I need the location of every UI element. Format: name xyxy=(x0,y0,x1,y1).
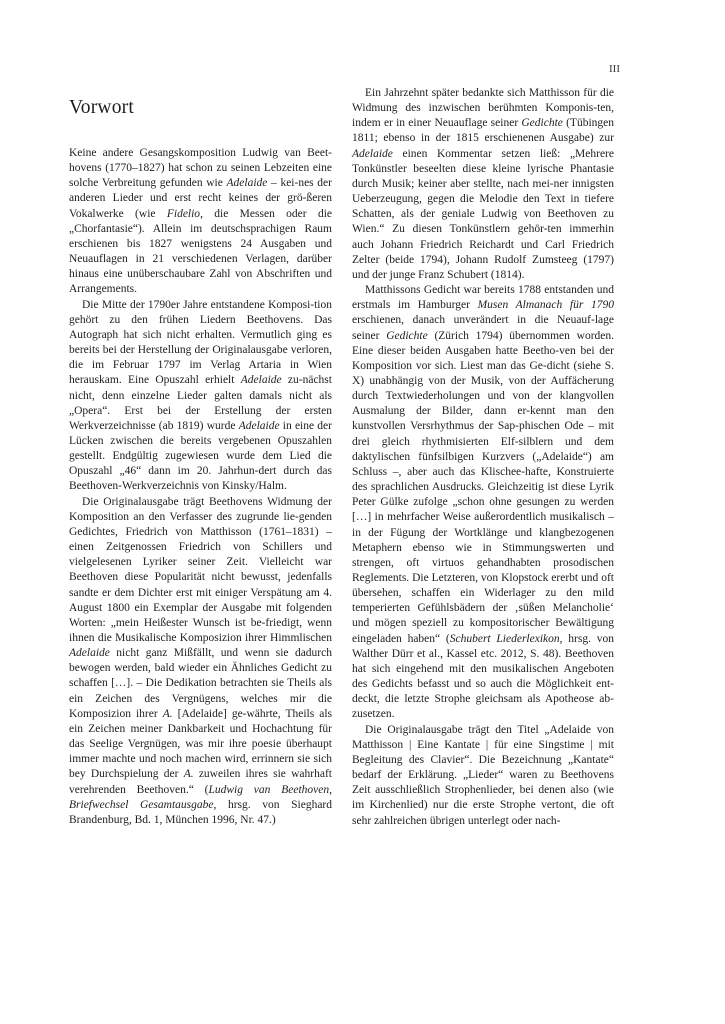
text-run: Die Originalausgabe trägt den Titel „Adelaide von Matthisson | Eine Kantate | für eine Singstime | mit Begleitung des Clavier“. Die Bezeichnung „Kantate“ bedarf der Erklärung. „Lieder“ waren zu Beethovens Zeit ausschließlich Strophenlieder, bei denen also (wie im Kirchenlied) nur die erste Strophe vertont, die oft sehr zahlreichen übrigen unterlegt oder nach- xyxy=(352,723,614,827)
italic-run: Adelaide xyxy=(238,419,280,432)
text-run: einen Kommentar setzen ließ: „Mehrere Tonkünstler beseelten diese kleine lyrische Phantasie durch Musik; keiner aber stellte, nach mei-ner innigsten Ueberzeugung, gegen die Melodie den Text in tiefere Schatten, als der geniale Ludwig von Beethoven zu Wien.“ Zu diesen Tonkünstlern gehör-ten immerhin auch Johann Friedrich Reichardt und Carl Friedrich Zelter (beide 1794), Johann Rudolf Zumsteeg (1797) und der junge Franz Schubert (1814). xyxy=(352,147,614,281)
text-run: zu-nächst nicht, denn einzelne Lieder galten damals nicht als „Opera“. Erst bei der Erstellung der ersten Werkverzeichnisse (ab 1819) wurde xyxy=(69,374,332,432)
text-run: – kei-nes der anderen Lieder und erst recht keines der grö-ßeren Vokalwerke (wie xyxy=(69,177,332,220)
italic-run: Ludwig van Beethoven, Briefwechsel Gesamtausgabe xyxy=(69,783,332,811)
left-text-column xyxy=(69,146,332,828)
italic-run: Adelaide xyxy=(240,374,282,387)
text-run: zuweilen ihres sie wahrhaft verehrenden Beethoven.“ ( xyxy=(69,768,332,796)
paragraph xyxy=(69,298,332,495)
text-run: (Zürich 1794) übernommen worden. Eine dieser beiden Ausgaben hatte Beetho-ven bei der Komposition vor sich. Liest man das Ge-dicht (siehe S. X) unabhängig von der Musik, von der Auffächerung durch Textwiederholungen und von der klangvollen Ausmalung der Bilder, dann er-kennt man den kunstvollen Versrhythmus der Sap-phischen Ode – mit drei gleich rhythmisierten Elf-silblern und dem daktylischen fünfsilbigen Kurzvers („Adelaide“) am Schluss –, aber auch das Klischee-hafte, Konstruierte des sprachlichen Ausdrucks. Gleichzeitig ist diese Lyrik Peter Gülke zufolge „schon ohne gesungen zu werden […] in mehrfacher Weise außerordentlich musikalisch – in der Fügung der Wortklänge und klangbezogenen Metaphern ebenso wie in Stimmungswerten und strengen, oft virtuos gehandhabten prosodischen Reglements. Die Letzteren, von Klopstock ererbt und oft übersehen, schaffen ein Widerlager zu den mild temperierten Gefühlsbädern der ‚süßen Melancholie‘ und mögen speziell zu kompositorischer Bewältigung eingeladen haben“ ( xyxy=(352,329,614,645)
italic-run: Adelaide xyxy=(352,147,393,160)
text-run: , hrsg. von Sieghard Brandenburg, Bd. 1, München 1996, Nr. 47.) xyxy=(69,798,332,826)
text-run: Die Originalausgabe trägt Beethovens Widmung der Komposition an den Verfasser des zugrunde lie-genden Gedichtes, Friedrich von Matthisson (1761–1831) – einen Zeitgenossen Friedrich von Schillers und vielgelesenen Lyriker seiner Zeit. Vielleicht war Beethoven diese Popularität nicht bewusst, jedenfalls sandte er dem Dichter erst mit einiger Verspätung am 4. August 1800 ein Exemplar der Ausgabe mit folgenden Worten: „mein Heißester Wunsch ist be-friedigt, wenn ihnen die Musikalische Komposizion ihrer Himmlischen xyxy=(69,495,332,644)
text-run: Ein Jahrzehnt später bedankte sich Matthisson für die Widmung des inzwischen berühmten Komponis-ten, indem er in einer Neuauflage seiner xyxy=(352,87,614,130)
text-run: , hrsg. von Walther Dürr et al., Kassel etc. 2012, S. 48). Beethoven hat sich eingehend mit den musikalischen Angeboten des Gedichts befasst und so auch die Möglichkeit ent-deckt, die letzte Strophe gleichsam als Apotheose ab-zusetzen. xyxy=(352,632,614,721)
text-run: (Tübingen 1811; ebenso in der 1815 erschienenen Ausgabe) zur xyxy=(352,117,615,145)
text-run: nicht ganz Mißfällt, und wenn sie dadurch bewogen werden, bald wieder ein Ähnliches Gedicht zu schaffen […]. – Die Dedikation betrachten sie Theils als ein Zeichen des Vergnügens, welches mir die Komposizion ihrer xyxy=(69,647,332,720)
paragraph xyxy=(352,283,614,723)
italic-run: A. xyxy=(162,707,173,720)
text-run: Keine andere Gesangskomposition Ludwig van Beet-hovens (1770–1827) hat schon zu seinen Lebzeiten eine solche Verbreitung gefunden wie xyxy=(69,147,332,190)
page-number: III xyxy=(609,63,620,75)
italic-run: Gedichte xyxy=(386,329,428,342)
paragraph xyxy=(352,723,614,829)
italic-run: Fidelio xyxy=(166,207,201,220)
text-run: erschienen, danach unverändert in die Neuauf-lage seiner xyxy=(352,314,614,342)
paragraph xyxy=(352,86,614,283)
italic-run: Gedichte xyxy=(521,117,563,130)
text-run: [Adelaide] ge-währte, Theils als ein Zeichen meiner Dankbarkeit und Hochachtung für das Seelige Vergnügen, was mir ihre poesie überhaupt immer machte und noch machen wird, errinnern sie sich bey Durchspielung der xyxy=(69,707,333,781)
text-run: , die Messen oder die „Chorfantasie“). Allein im deutschsprachigen Raum erschienen bis 1827 wenigstens 24 Ausgaben und Neuauflagen in 21 verschiedenen Verlagen, darüber hinaus eine unüberschaubare Zahl von Abschriften und Arrangements. xyxy=(69,207,332,296)
page-title: Vorwort xyxy=(69,97,134,119)
italic-run: Schubert Liederlexikon xyxy=(449,632,560,645)
paragraph xyxy=(69,495,332,828)
right-text-column xyxy=(352,86,614,829)
paragraph xyxy=(69,146,332,298)
text-run: in eine der Lücken zwischen die bereits vergebenen Opuszahlen gestellt. Endgültig zugewiesen wurde dem Lied die Opuszahl „46“ dann im 20. Jahrhun-dert durch das Beethoven-Werkverzeichnis von Kinsky/Halm. xyxy=(69,419,332,493)
text-run: Matthissons Gedicht war bereits 1788 entstanden und erstmals im Hamburger xyxy=(352,284,614,312)
text-run: Die Mitte der 1790er Jahre entstandene Komposi-tion gehört zu den frühen Liedern Beethovens. Das Autograph hat sich nicht erhalten. Vermutlich ging es bereits bei der Herstellung der Originalausgabe verloren, die im Februar 1797 im Verlag Artaria in Wien herauskam. Eine Opuszahl erhielt xyxy=(69,298,332,387)
italic-run: Adelaide xyxy=(226,177,268,190)
italic-run: Musen Almanach für 1790 xyxy=(477,299,614,312)
italic-run: Adelaide xyxy=(69,647,110,660)
italic-run: A. xyxy=(183,768,194,781)
